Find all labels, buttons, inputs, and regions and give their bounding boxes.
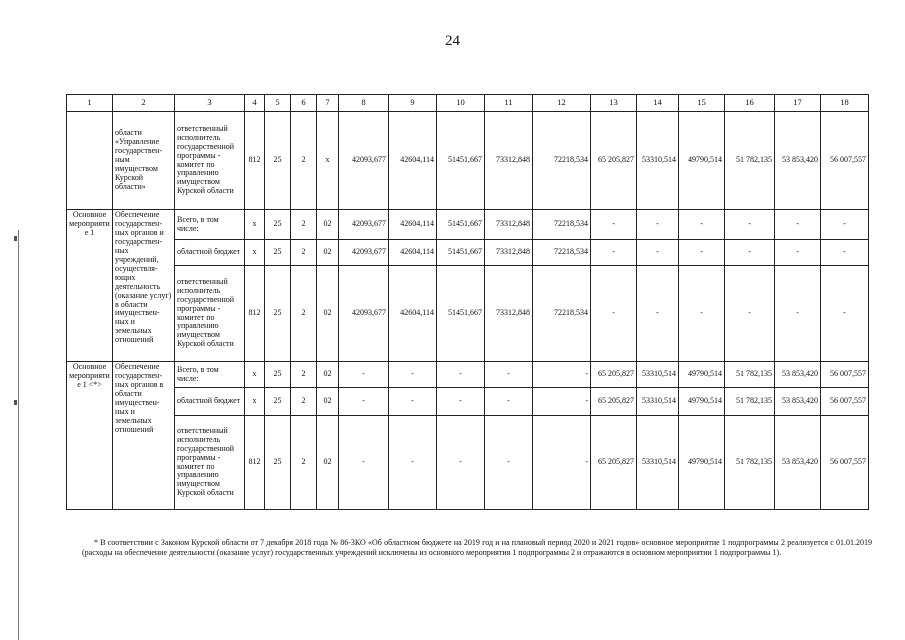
value-cell: 42093,677 [339,266,389,362]
value-cell: 65 205,827 [591,362,637,388]
value-cell: 53 853,420 [775,388,821,416]
header-cell: 11 [485,95,533,112]
value-cell: 42093,677 [339,240,389,266]
code-cell: 02 [317,362,339,388]
responsible-cell: Всего, в том числе: [175,210,245,240]
value-cell: 49790,514 [679,416,725,510]
table-row [67,266,869,362]
value-cell: 51451,667 [437,266,485,362]
value-cell: 51451,667 [437,210,485,240]
value-cell: - [533,388,591,416]
scan-edge-line [18,230,19,640]
header-cell: 15 [679,95,725,112]
table-row [67,240,869,266]
value-cell: - [339,416,389,510]
value-cell: - [437,362,485,388]
value-cell: 42604,114 [389,112,437,210]
value-cell: 72218,534 [533,240,591,266]
activity-name: области «Управление государствен-ным имуществом Курской области» [113,112,175,210]
code-cell: х [245,362,265,388]
responsible-cell: ответственный исполнитель государственной программы - комитет по управлению имуществом Курской области [175,112,245,210]
table-row [67,210,869,240]
value-cell: 65 205,827 [591,388,637,416]
value-cell: 49790,514 [679,388,725,416]
value-cell: - [389,388,437,416]
code-cell: 25 [265,416,291,510]
value-cell: - [637,240,679,266]
value-cell: 53 853,420 [775,112,821,210]
code-cell: 25 [265,240,291,266]
value-cell: 53310,514 [637,388,679,416]
code-cell: 2 [291,362,317,388]
code-cell: 2 [291,112,317,210]
value-cell: - [533,362,591,388]
responsible-cell: областной бюджет [175,240,245,266]
value-cell: 53310,514 [637,112,679,210]
value-cell: 42604,114 [389,240,437,266]
code-cell: 2 [291,416,317,510]
code-cell: 02 [317,210,339,240]
header-cell: 6 [291,95,317,112]
code-cell: 02 [317,240,339,266]
value-cell: - [775,210,821,240]
header-cell: 8 [339,95,389,112]
value-cell: 65 205,827 [591,416,637,510]
value-cell: 51 782,135 [725,112,775,210]
code-cell: 25 [265,362,291,388]
value-cell: 73312,848 [485,112,533,210]
value-cell: - [637,266,679,362]
value-cell: 42093,677 [339,210,389,240]
budget-table [66,94,869,510]
header-cell: 7 [317,95,339,112]
code-cell: х [317,112,339,210]
value-cell: 65 205,827 [591,112,637,210]
value-cell: 49790,514 [679,112,725,210]
code-cell: 2 [291,240,317,266]
activity-name: Обеспечение государствен-ных органов и государствен-ных учреждений, осуществля-ющих деятельность (оказание услуг) в области имуществен-ных и земельных отношений [113,210,175,362]
header-cell: 2 [113,95,175,112]
code-cell: 25 [265,112,291,210]
header-cell: 12 [533,95,591,112]
value-cell: 53 853,420 [775,416,821,510]
value-cell: 51 782,135 [725,416,775,510]
code-cell: 02 [317,388,339,416]
value-cell: 49790,514 [679,362,725,388]
value-cell: 72218,534 [533,112,591,210]
value-cell: 73312,848 [485,210,533,240]
value-cell: - [591,266,637,362]
code-cell: 02 [317,266,339,362]
code-cell: 25 [265,266,291,362]
value-cell: 42604,114 [389,210,437,240]
value-cell: - [339,388,389,416]
value-cell: - [437,388,485,416]
value-cell: - [821,266,869,362]
responsible-cell: Всего, в том числе: [175,362,245,388]
value-cell: - [437,416,485,510]
value-cell: 73312,848 [485,266,533,362]
value-cell: - [533,416,591,510]
value-cell: 51 782,135 [725,362,775,388]
value-cell: - [725,240,775,266]
code-cell: 2 [291,210,317,240]
code-cell: 812 [245,266,265,362]
value-cell: - [485,416,533,510]
value-cell: 53310,514 [637,416,679,510]
value-cell: - [775,266,821,362]
value-cell: - [821,210,869,240]
table-row [67,416,869,510]
header-cell: 17 [775,95,821,112]
code-cell: х [245,210,265,240]
value-cell: 53 853,420 [775,362,821,388]
code-cell: 25 [265,388,291,416]
header-cell: 1 [67,95,113,112]
header-cell: 5 [265,95,291,112]
activity-label: Основное мероприятие 1 [67,210,113,362]
code-cell: 2 [291,388,317,416]
footnote: * В соответствии с Законом Курской области от 7 декабря 2018 года № 86-ЗКО «Об областном бюджете на 2019 год и на плановый период 2020 и 2021 годов» основное мероприятие 1 подпрограммы 2 реализуется с 01.01.2019 (расходы на обеспечение деятельности (оказание услуг) государственных учреждений исключены из основного мероприятия 1 подпрограммы 2 и отражаются в основном мероприятии 1 подпрограммы 1). [82,538,872,557]
value-cell: 72218,534 [533,266,591,362]
value-cell: - [679,210,725,240]
header-cell: 4 [245,95,265,112]
header-row [67,95,869,112]
value-cell: - [591,210,637,240]
table-row [67,112,869,210]
table-row [67,362,869,388]
value-cell: - [637,210,679,240]
value-cell: 51451,667 [437,112,485,210]
value-cell: 72218,534 [533,210,591,240]
code-cell: 812 [245,416,265,510]
responsible-cell: ответственный исполнитель государственной программы - комитет по управлению имуществом Курской области [175,266,245,362]
value-cell: - [485,388,533,416]
value-cell: 56 007,557 [821,416,869,510]
activity-label: Основное мероприятие 1 <*> [67,362,113,510]
value-cell: 56 007,557 [821,362,869,388]
header-cell: 14 [637,95,679,112]
responsible-cell: ответственный исполнитель государственной программы - комитет по управлению имуществом Курской области [175,416,245,510]
value-cell: 73312,848 [485,240,533,266]
header-cell: 18 [821,95,869,112]
header-cell: 13 [591,95,637,112]
value-cell: - [725,210,775,240]
page-number: 24 [445,33,460,49]
value-cell: - [679,266,725,362]
code-cell: х [245,240,265,266]
value-cell: - [389,416,437,510]
value-cell: - [725,266,775,362]
header-cell: 10 [437,95,485,112]
empty-cell [67,112,113,210]
value-cell: 42604,114 [389,266,437,362]
value-cell: 56 007,557 [821,112,869,210]
code-cell: х [245,388,265,416]
value-cell: - [821,240,869,266]
value-cell: 56 007,557 [821,388,869,416]
header-cell: 3 [175,95,245,112]
value-cell: - [679,240,725,266]
value-cell: - [339,362,389,388]
code-cell: 25 [265,210,291,240]
value-cell: - [775,240,821,266]
scan-edge-mark [14,236,17,241]
code-cell: 2 [291,266,317,362]
table-row [67,388,869,416]
value-cell: 51451,667 [437,240,485,266]
code-cell: 812 [245,112,265,210]
header-cell: 9 [389,95,437,112]
activity-name: Обеспечение государствен-ных органов в области имуществен-ных и земельных отношений [113,362,175,510]
value-cell: 53310,514 [637,362,679,388]
code-cell: 02 [317,416,339,510]
value-cell: - [485,362,533,388]
value-cell: - [591,240,637,266]
scan-edge-mark [14,400,17,405]
header-cell: 16 [725,95,775,112]
value-cell: 51 782,135 [725,388,775,416]
value-cell: - [389,362,437,388]
value-cell: 42093,677 [339,112,389,210]
responsible-cell: областной бюджет [175,388,245,416]
